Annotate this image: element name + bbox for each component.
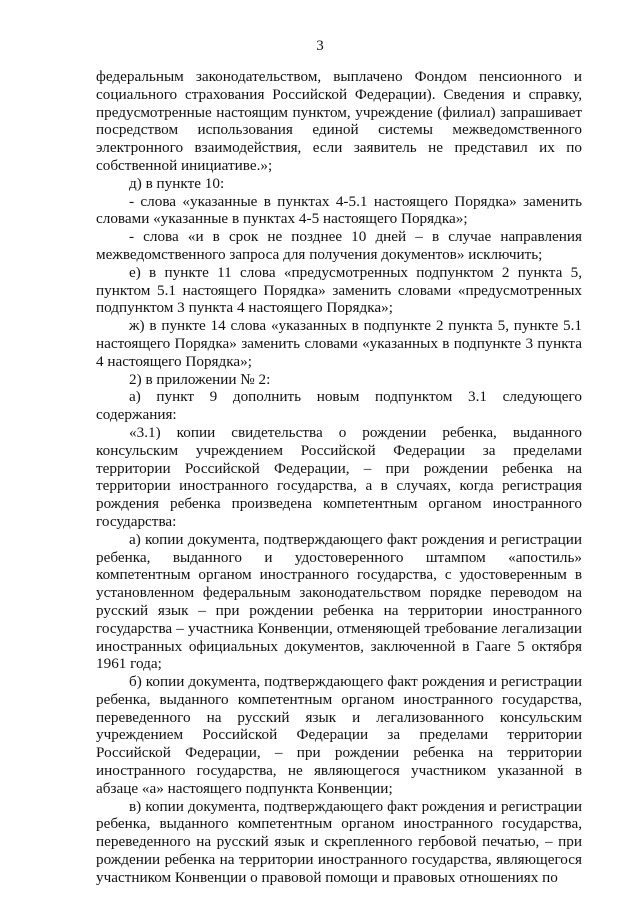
paragraph-item-zh: ж) в пункте 14 слова «указанных в подпункте 2 пункта 5, пункте 5.1 настоящего Порядка» заменить словами «указанных в подпункте 3 пункта 4 настоящего Порядка»; [96, 317, 582, 370]
paragraph-sub-b: б) копии документа, подтверждающего факт рождения и регистрации ребенка, выданного компетентным органом иностранного государства, переведенного на русский язык и легализованного консульским учреждением Российской Федерации за пределами территории Российской Федерации, – при рождении ребенка на территории иностранного государства, не являющегося участником указанной в абзаце «а» настоящего подпункта Конвенции; [96, 673, 582, 797]
paragraph-item-d: д) в пункте 10: [129, 174, 225, 192]
paragraph-point-9: а) пункт 9 дополнить новым подпунктом 3.1 следующего содержания: [96, 388, 582, 424]
document-body [96, 68, 582, 887]
paragraph-item-e: е) в пункте 11 слова «предусмотренных подпунктом 2 пункта 5, пунктом 5.1 настоящего Порядка» заменить словами «предусмотренных подпунктом 3 пункта 4 настоящего Порядка»; [96, 263, 582, 317]
paragraph-continuation: федеральным законодательством, выплачено Фондом пенсионного и социального страхования Российской Федерации). Сведения и справку, предусмотренные настоящим пунктом, учреждение (филиал) запрашивает посредством использования единой системы межведомственного электронного взаимодействия, если заявитель не представил их по собственной инициативе.»; [96, 68, 582, 174]
paragraph-dash-1: - слова «указанные в пунктах 4-5.1 настоящего Порядка» заменить словами «указанные в пунктах 4-5 настоящего Порядка»; [96, 192, 582, 228]
page-number: 3 [316, 38, 324, 54]
paragraph-sub-a: а) копии документа, подтверждающего факт рождения и регистрации ребенка, выданного и удостоверенного штампом «апостиль» компетентным органом иностранного государства, с удостоверенным в установленном федеральным законодательством порядке переводом на русский язык – при рождении ребенка на территории иностранного государства – участника Конвенции, отменяющей требование легализации иностранных официальных документов, заключенной в Гааге 5 октября 1961 года; [96, 530, 582, 673]
paragraph-appendix-2: 2) в приложении № 2: [129, 370, 271, 388]
paragraph-subpoint-3-1: «3.1) копии свидетельства о рождении ребенка, выданного консульским учреждением Российской Федерации за пределами территории Российской Федерации, – при рождении ребенка на территории иностранного государства, а в случаях, когда регистрация рождения ребенка произведена компетентным органом иностранного государства: [96, 423, 582, 530]
paragraph-sub-v: в) копии документа, подтверждающего факт рождения и регистрации ребенка, выданного компетентным органом иностранного государства, переведенного на русский язык и скрепленного гербовой печатью, – при рождении ребенка на территории иностранного государства, являющегося участником Конвенции о правовой помощи и правовых отношениях по [96, 797, 582, 886]
paragraph-dash-2: - слова «и в срок не позднее 10 дней – в случае направления межведомственного запроса для получения документов» исключить; [96, 228, 582, 263]
